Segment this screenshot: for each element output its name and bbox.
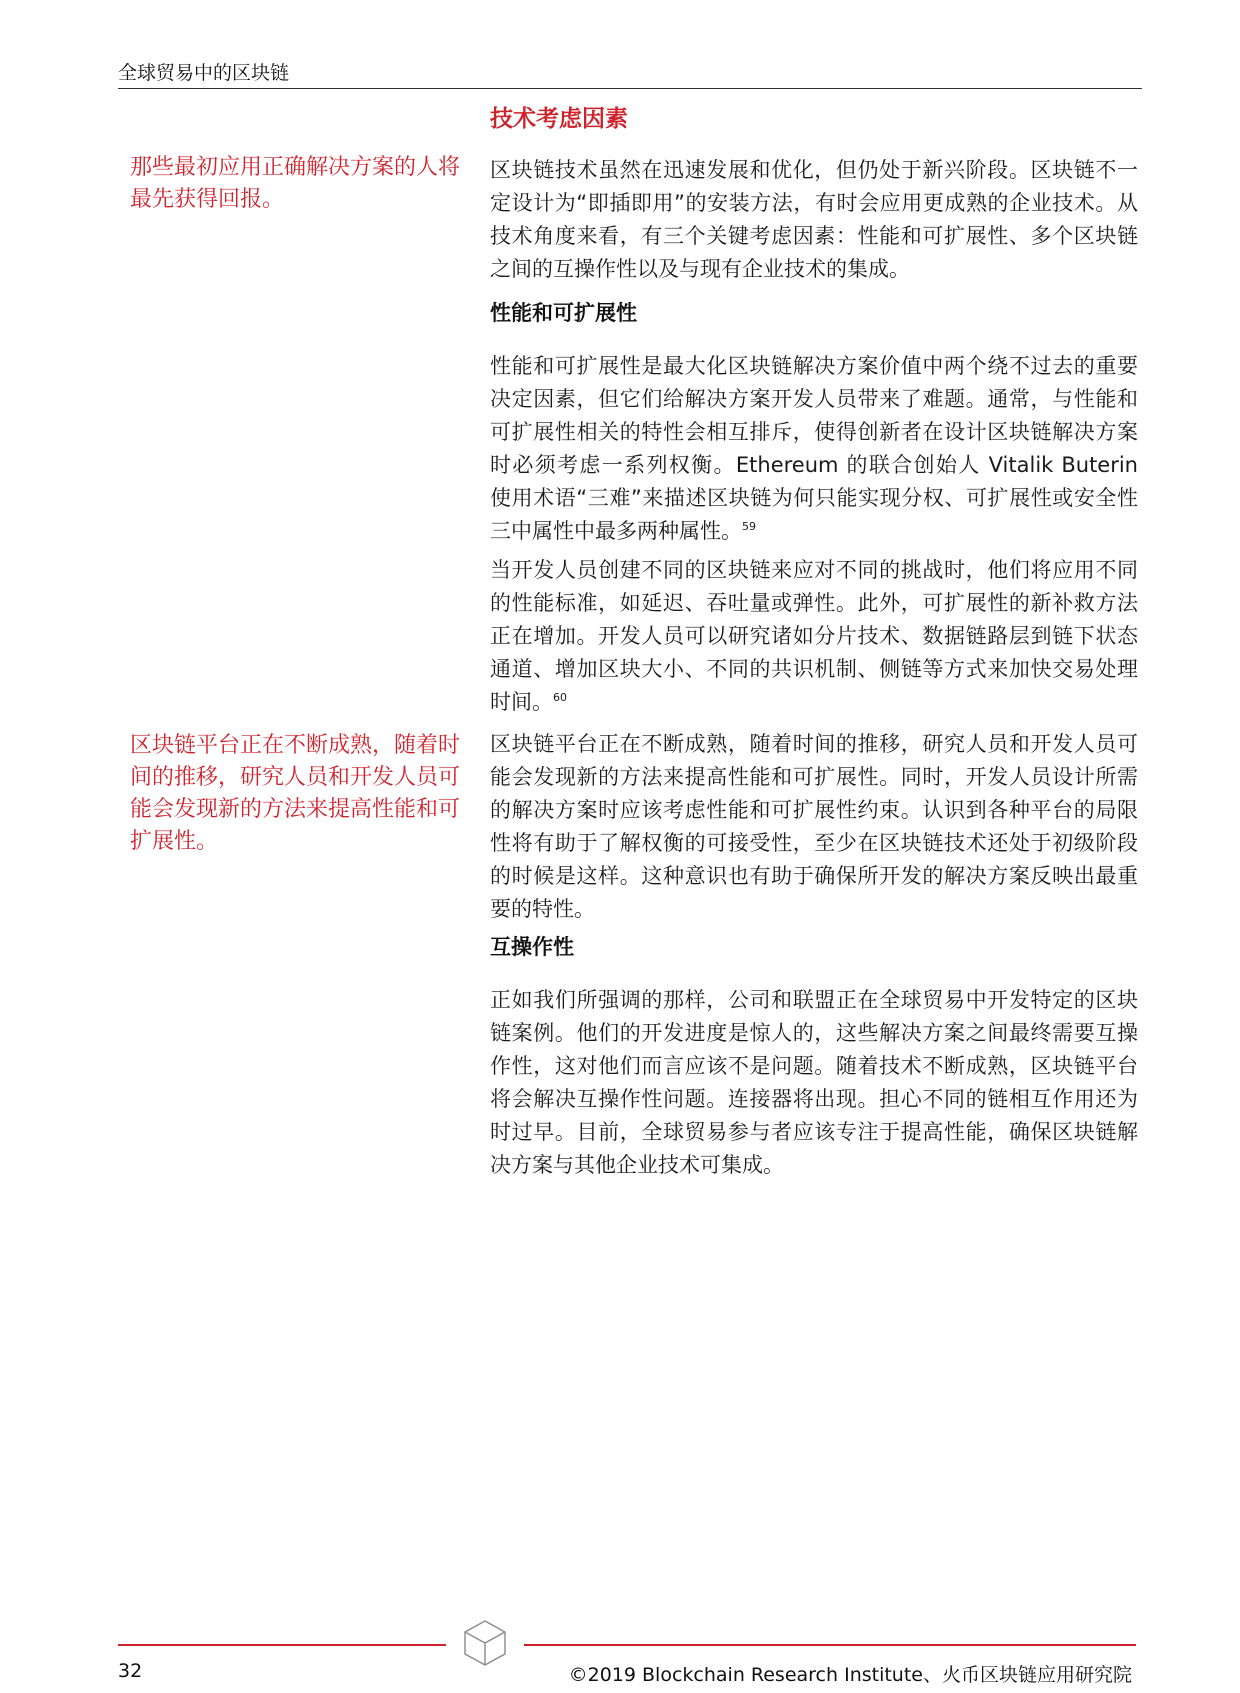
performance-p2-block <box>490 554 1138 719</box>
section-title-block <box>490 104 1138 134</box>
footer-rule-left <box>118 1644 446 1646</box>
interoperability-heading-block <box>490 932 1138 962</box>
intro-paragraph: 区块链技术虽然在迅速发展和优化，但仍处于新兴阶段。区块链不一定设计为“即插即用”的安装方法，有时会应用更成熟的企业技术。从技术角度来看，有三个关键考虑因素：性能和可扩展性、多个区块链之间的互操作性以及与现有企业技术的集成。 <box>490 158 1138 281</box>
page-header <box>118 54 1142 89</box>
running-title: 全球贸易中的区块链 <box>118 62 290 84</box>
performance-paragraph-2 <box>490 554 1138 719</box>
interoperability-paragraph-1: 正如我们所强调的那样，公司和联盟正在全球贸易中开发特定的区块链案例。他们的开发进度是惊人的，这些解决方案之间最终需要互操作性，这对他们而言应该不是问题。随着技术不断成熟，区块链平台将会解决互操作性问题。连接器将出现。担心不同的链相互作用还为时过早。目前，全球贸易参与者应该专注于提高性能，确保区块链解决方案与其他企业技术可集成。 <box>490 988 1138 1177</box>
performance-paragraph-1 <box>490 350 1138 548</box>
interoperability-p1-block <box>490 984 1138 1182</box>
interoperability-heading: 互操作性 <box>490 935 574 959</box>
copyright-notice: ©2019 Blockchain Research Institute、火币区块链应用研究院 <box>568 1664 1132 1686</box>
performance-heading: 性能和可扩展性 <box>490 301 637 325</box>
page-number: 32 <box>118 1660 143 1682</box>
performance-p3-block <box>490 728 1138 926</box>
performance-paragraph-1-text: 性能和可扩展性是最大化区块链解决方案价值中两个绕不过去的重要决定因素，但它们给解决方案开发人员带来了难题。通常，与性能和可扩展性相关的特性会相互排斥，使得创新者在设计区块链解决方案时必须考虑一系列权衡。Ethereum 的联合创始人 Vitalik Buterin 使用术语“三难”来描述区块链为何只能实现分权、可扩展性或安全性三中属性中最多两种属性。 <box>490 354 1138 543</box>
section-title: 技术考虑因素 <box>490 106 628 132</box>
performance-heading-block <box>490 298 1138 328</box>
cube-icon <box>462 1618 508 1668</box>
performance-paragraph-2-text: 当开发人员创建不同的区块链来应对不同的挑战时，他们将应用不同的性能标准，如延迟、吞吐量或弹性。此外，可扩展性的新补救方法正在增加。开发人员可以研究诸如分片技术、数据链路层到链下状态通道、增加区块大小、不同的共识机制、侧链等方式来加快交易处理时间。 <box>490 558 1138 714</box>
pull-quote-2: 区块链平台正在不断成熟，随着时间的推移，研究人员和开发人员可能会发现新的方法来提高性能和可扩展性。 <box>130 733 461 854</box>
intro-block <box>490 154 1138 286</box>
footnote-ref-59[interactable]: 59 <box>742 520 756 533</box>
performance-paragraph-3: 区块链平台正在不断成熟，随着时间的推移，研究人员和开发人员可能会发现新的方法来提高性能和可扩展性。同时，开发人员设计所需的解决方案时应该考虑性能和可扩展性约束。认识到各种平台的局限性将有助于了解权衡的可接受性，至少在区块链技术还处于初级阶段的时候是这样。这种意识也有助于确保所开发的解决方案反映出最重要的特性。 <box>490 732 1138 921</box>
performance-p1-block <box>490 350 1138 548</box>
footer-rule-right <box>524 1644 1136 1646</box>
pull-quote-1: 那些最初应用正确解决方案的人将最先获得回报。 <box>130 155 461 212</box>
footnote-ref-60[interactable]: 60 <box>553 691 567 704</box>
